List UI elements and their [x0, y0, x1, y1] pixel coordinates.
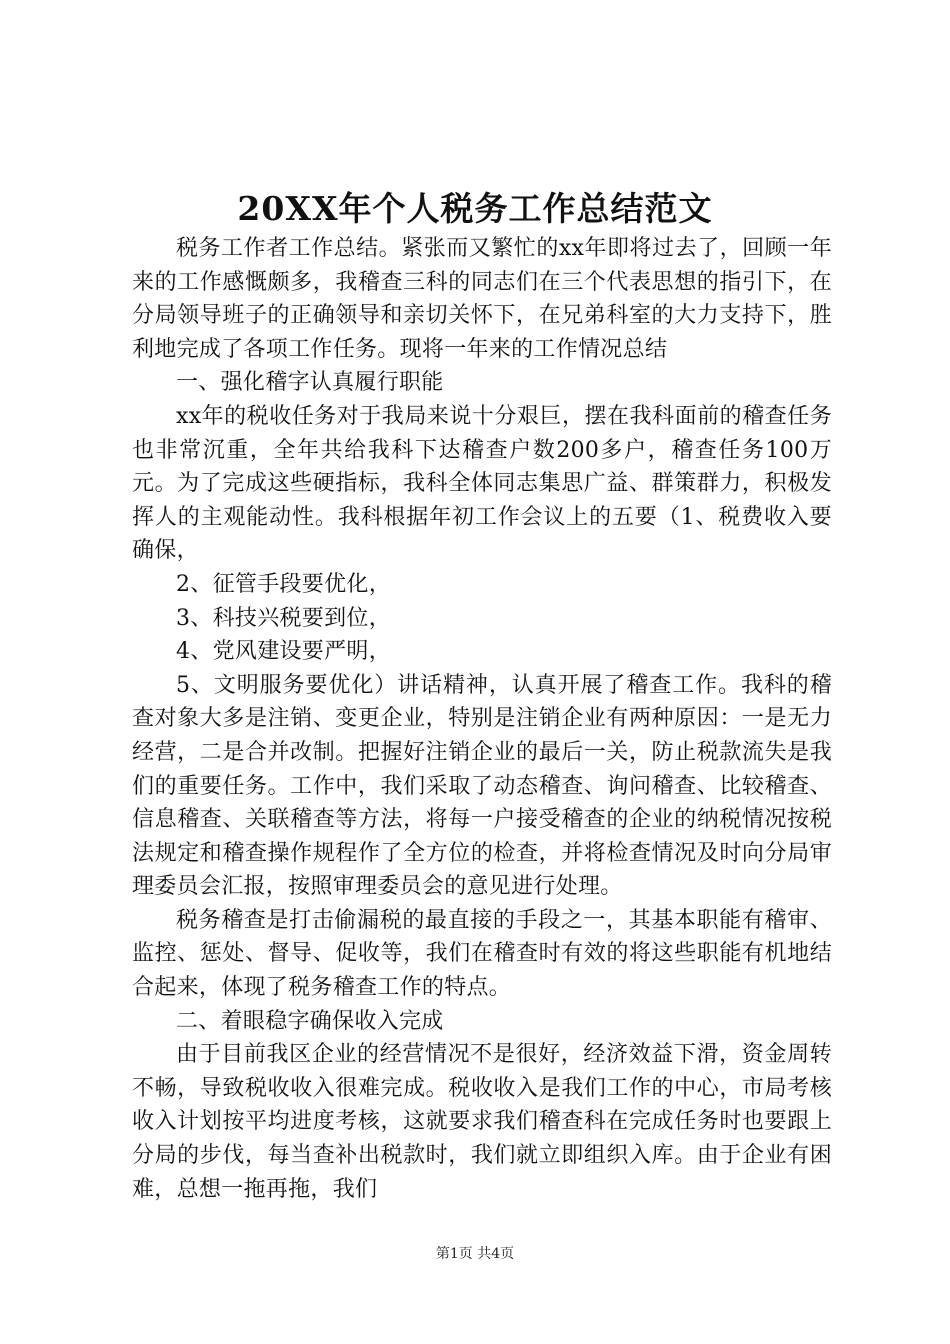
list-item-4: 4、党风建设要严明，	[176, 639, 391, 665]
paragraph-intro: 税务工作者工作总结。紧张而又繁忙的xx年即将过去了，回顾一年来的工作感慨颇多，我稽查三科的同志们在三个代表思想的指引下，在分局领导班子的正确领导和亲切关怀下，在兄弟科室的大力支持下，胜利地完成了各项工作任务。现将一年来的工作情况总结	[132, 236, 832, 362]
section-heading-1: 一、强化稽字认真履行职能	[176, 370, 444, 396]
page-footer: 第1页 共4页	[435, 1246, 515, 1262]
paragraph-audit-methods: 5、文明服务要优化）讲话精神，认真开展了稽查工作。我科的稽查对象大多是注销、变更企业，特别是注销企业有两种原因：一是无力经营，二是合并改制。把握好注销企业的最后一关，防止税款流失是我们的重要任务。工作中，我们采取了动态稽查、询问稽查、比较稽查、信息稽查、关联稽查等方法，将每一户接受稽查的企业的纳税情况按税法规定和稽查操作规程作了全方位的检查，并将检查情况及时向分局审理委员会汇报，按照审理委员会的意见进行处理。	[132, 672, 832, 900]
list-item-3: 3、科技兴税要到位，	[176, 605, 391, 631]
list-item-2: 2、征管手段要优化，	[176, 571, 391, 597]
document-body	[132, 232, 832, 1206]
paragraph-tasks: xx年的税收任务对于我局来说十分艰巨，摆在我科面前的稽查任务也非常沉重，全年共给我科下达稽查户数200多户，稽查任务100万元。为了完成这些硬指标，我科全体同志集思广益、群策群力，积极发挥人的主观能动性。我科根据年初工作会议上的五要（1、税费收入要确保，	[132, 403, 832, 564]
section-heading-2: 二、着眼稳字确保收入完成	[176, 1008, 444, 1034]
document-title: 20XX年个人税务工作总结范文	[237, 189, 713, 228]
paragraph-audit-functions: 税务稽查是打击偷漏税的最直接的手段之一，其基本职能有稽审、监控、惩处、督导、促收等，我们在稽查时有效的将这些职能有机地结合起来，体现了税务稽查工作的特点。	[132, 907, 832, 1001]
paragraph-revenue: 由于目前我区企业的经营情况不是很好，经济效益下滑，资金周转不畅，导致税收收入很难完成。税收收入是我们工作的中心，市局考核收入计划按平均进度考核，这就要求我们稽查科在完成任务时也要跟上分局的步伐，每当查补出税款时，我们就立即组织入库。由于企业有困难，总想一拖再拖，我们	[132, 1042, 832, 1202]
